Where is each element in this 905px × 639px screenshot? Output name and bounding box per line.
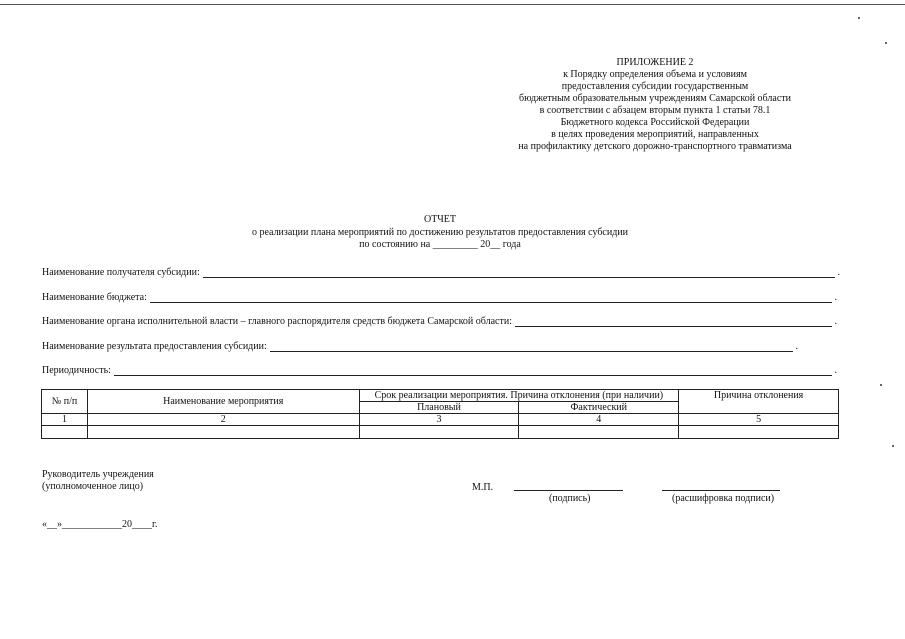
appendix-line: предоставления субсидии государственным — [561, 81, 749, 92]
authority-field[interactable] — [42, 315, 837, 327]
periodicity-label: Периодичность: — [42, 365, 111, 376]
scan-speck — [858, 17, 860, 19]
result-field[interactable] — [42, 340, 798, 352]
table-number-row — [42, 414, 839, 426]
report-title-block — [220, 214, 660, 252]
header-num: № п/п — [42, 390, 88, 414]
budget-label: Наименование бюджета: — [42, 292, 147, 303]
field-end-mark: . — [834, 316, 837, 327]
authority-input-line[interactable] — [515, 316, 832, 327]
signature-line[interactable] — [514, 490, 623, 491]
header-event: Наименование мероприятия — [87, 390, 359, 414]
recipient-label: Наименование получателя субсидии: — [42, 267, 200, 278]
result-input-line[interactable] — [270, 341, 793, 352]
report-subtitle: о реализации плана мероприятий по достижению результатов предоставления субсидии — [251, 226, 628, 238]
periodicity-field[interactable] — [42, 364, 837, 376]
header-actual: Фактический — [519, 402, 679, 414]
scan-speck — [885, 42, 887, 44]
appendix-line: Бюджетного кодекса Российской Федерации — [560, 117, 750, 128]
field-end-mark: . — [834, 292, 837, 303]
table-row — [42, 426, 839, 439]
report-table — [41, 389, 839, 439]
table-cell[interactable] — [519, 426, 679, 439]
authority-label: Наименование органа исполнительной власти – главного распорядителя средств бюджета Самарской области: — [42, 316, 512, 327]
appendix-line: бюджетным образовательным учреждениям Самарской области — [519, 93, 791, 104]
header-planned: Плановый — [359, 402, 519, 414]
header-deadline: Срок реализации мероприятия. Причина отклонения (при наличии) — [359, 390, 679, 402]
scan-speck — [892, 445, 894, 447]
decode-caption: (расшифровка подписи) — [672, 493, 775, 504]
table-cell[interactable] — [42, 426, 88, 439]
table-header-row — [42, 390, 839, 402]
column-number: 2 — [87, 414, 359, 426]
appendix-header — [490, 57, 820, 153]
signature-date: «__»____________20____г. — [42, 519, 158, 530]
table-cell[interactable] — [359, 426, 519, 439]
column-number: 1 — [42, 414, 88, 426]
head-line2: (уполномоченное лицо) — [42, 481, 144, 492]
appendix-line: в соответствии с абзацем вторым пункта 1 статьи 78.1 — [539, 105, 771, 116]
recipient-field[interactable] — [42, 266, 840, 278]
stamp-mark: М.П. — [472, 482, 494, 493]
signature-decode-line[interactable] — [662, 490, 780, 491]
column-number: 5 — [679, 414, 839, 426]
periodicity-input-line[interactable] — [114, 365, 832, 376]
appendix-line: ПРИЛОЖЕНИЕ 2 — [616, 57, 694, 68]
report-date-line: по состоянию на _________ 20__ года — [359, 239, 521, 250]
field-end-mark: . — [834, 365, 837, 376]
recipient-input-line[interactable] — [203, 267, 835, 278]
result-label: Наименование результата предоставления субсидии: — [42, 341, 267, 352]
column-number: 3 — [359, 414, 519, 426]
table-cell[interactable] — [679, 426, 839, 439]
field-end-mark: . — [837, 267, 840, 278]
field-end-mark: . — [795, 341, 798, 352]
appendix-line: к Порядку определения объема и условиям — [563, 69, 747, 80]
head-line1: Руководитель учреждения — [42, 469, 154, 480]
scan-speck — [880, 384, 882, 386]
header-reason: Причина отклонения — [679, 390, 839, 414]
appendix-line: на профилактику детского дорожно-транспортного травматизма — [518, 141, 792, 152]
table-cell[interactable] — [87, 426, 359, 439]
head-label — [42, 469, 154, 493]
report-title: ОТЧЕТ — [423, 214, 457, 225]
top-border-line — [0, 4, 905, 5]
appendix-line: в целях проведения мероприятий, направленных — [551, 129, 759, 140]
signature-caption: (подпись) — [549, 493, 591, 504]
column-number: 4 — [519, 414, 679, 426]
budget-input-line[interactable] — [150, 292, 832, 303]
budget-field[interactable] — [42, 291, 837, 303]
